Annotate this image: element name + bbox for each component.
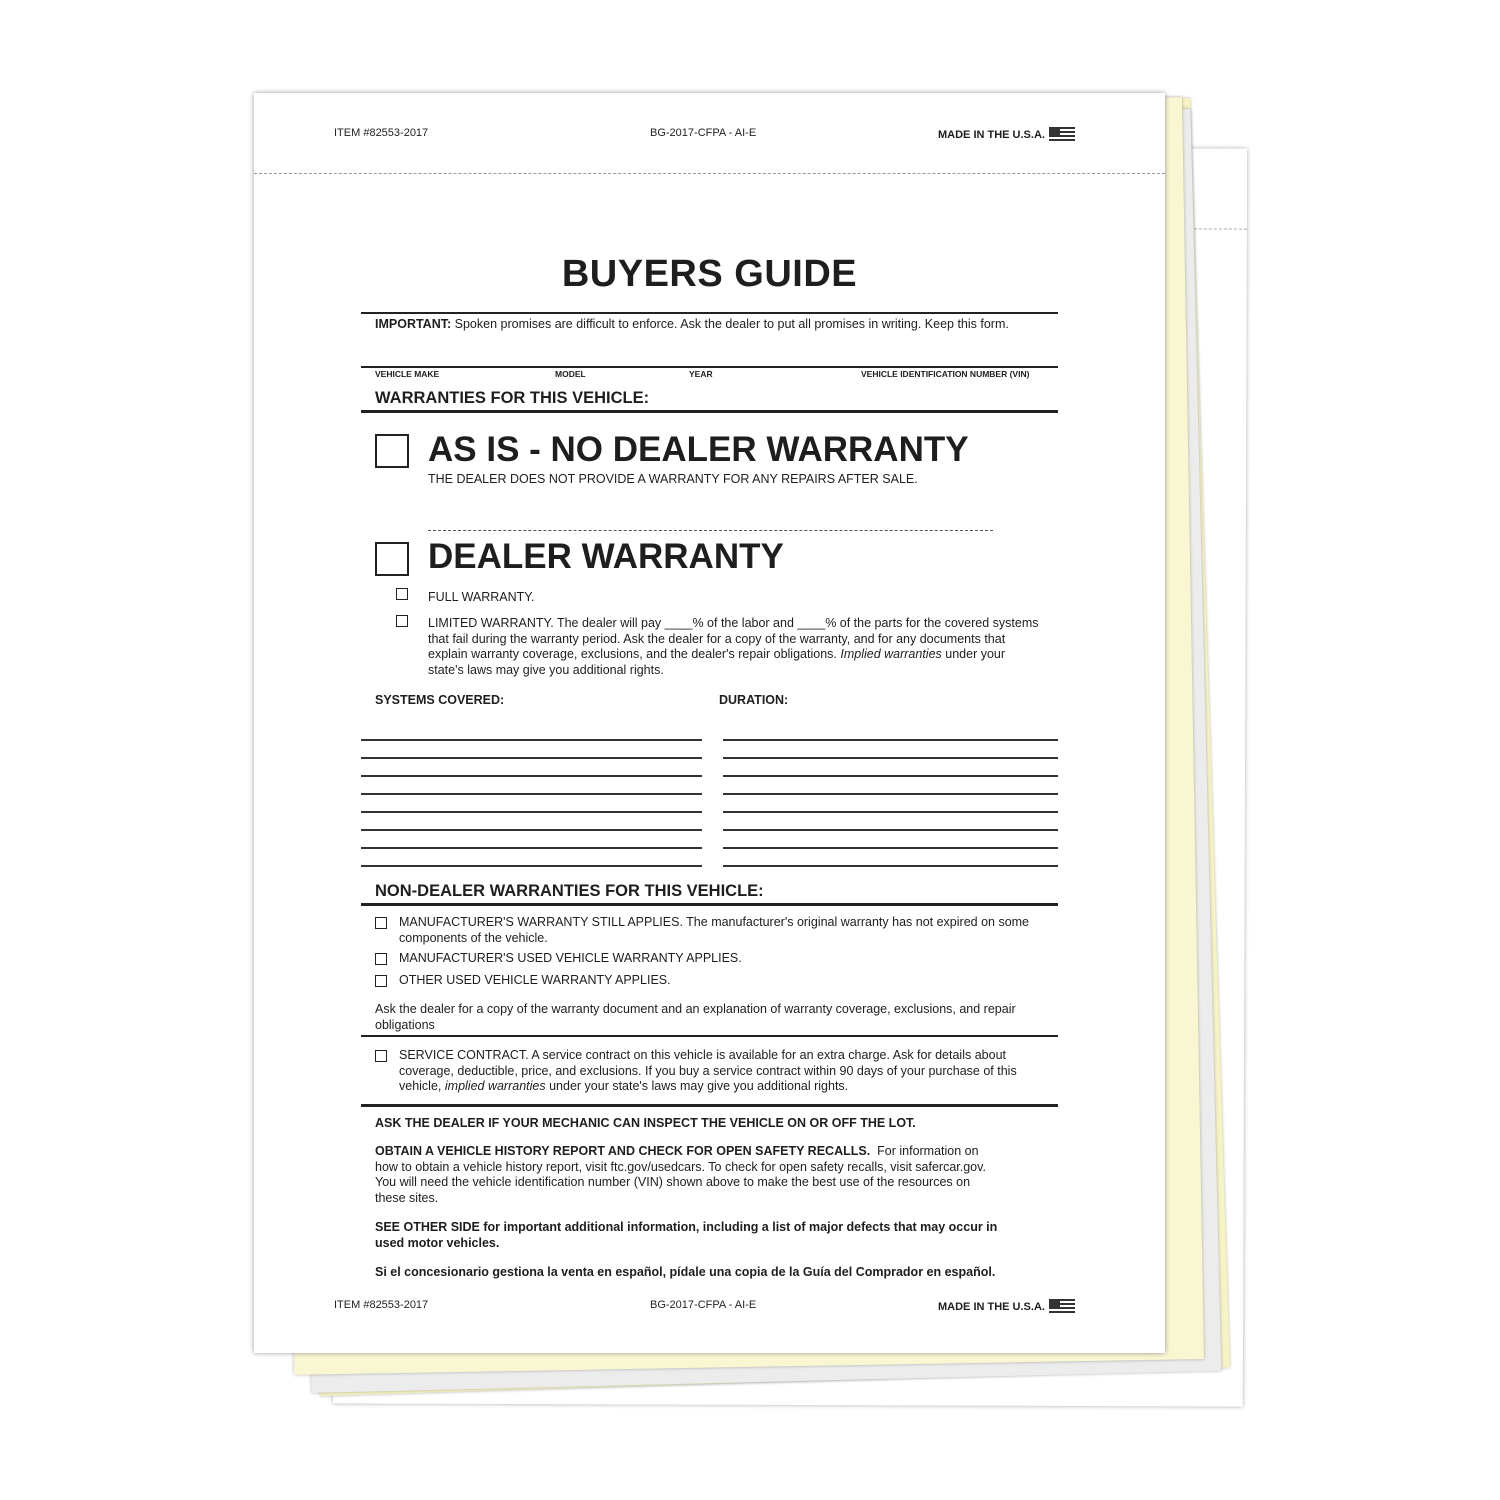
spanish-note: Si el concesionario gestiona la venta en español, pídale una copia de la Guía del Comprador en español.	[375, 1265, 996, 1279]
duration-line[interactable]	[723, 775, 1058, 777]
limited-line-3c: under your	[945, 647, 1006, 661]
history-line-2: how to obtain a vehicle history report, visit ftc.gov/usedcars. To check for open safety recalls, visit safercar.gov.	[375, 1159, 986, 1174]
non-dealer-heading: NON-DEALER WARRANTIES FOR THIS VEHICLE:	[375, 882, 764, 900]
duration-line[interactable]	[723, 865, 1058, 867]
important-note	[375, 317, 1009, 333]
as-is-subtitle: THE DEALER DOES NOT PROVIDE A WARRANTY FOR ANY REPAIRS AFTER SALE.	[428, 472, 918, 486]
important-label: IMPORTANT:	[375, 317, 452, 331]
implied-warranties-text: Implied warranties	[840, 647, 942, 661]
service-line-3	[399, 1079, 1059, 1095]
important-text: Spoken promises are difficult to enforce. Ask the dealer to put all promises in writing. Keep this form.	[454, 317, 1009, 331]
ask-dealer-text	[375, 1002, 1055, 1033]
footer-item-number: ITEM #82553-2017	[334, 1299, 429, 1311]
mfr-line-1: MANUFACTURER'S WARRANTY STILL APPLIES. The manufacturer's original warranty has not expired on some	[399, 915, 1030, 929]
limited-warranty-checkbox[interactable]	[396, 615, 408, 627]
divider	[361, 410, 1058, 413]
mfr-used-checkbox[interactable]	[375, 953, 387, 965]
made-in-usa-label: MADE IN THE U.S.A.	[938, 128, 1045, 141]
duration-line[interactable]	[723, 811, 1058, 813]
history-note	[375, 1144, 1055, 1206]
divider	[361, 1035, 1058, 1037]
service-line-1: SERVICE CONTRACT. A service contract on this vehicle is available for an extra charge. Ask for details about	[399, 1048, 1006, 1062]
dashed-divider	[428, 530, 993, 531]
mfr-used-text: MANUFACTURER'S USED VEHICLE WARRANTY APPLIES.	[399, 951, 742, 965]
service-line-3a: vehicle,	[399, 1079, 442, 1093]
see-other-line-1: SEE OTHER SIDE for important additional information, including a list of major defects that may occur in	[375, 1220, 998, 1234]
buyers-guide-form	[254, 93, 1165, 1353]
page-title: BUYERS GUIDE	[561, 253, 858, 295]
as-is-checkbox[interactable]	[375, 434, 409, 468]
full-warranty-label: FULL WARRANTY.	[428, 590, 535, 604]
limited-line-2: that fail during the warranty period. Ask the dealer for a copy of the warranty, and for any documents that	[428, 631, 1006, 646]
footer-made-label: MADE IN THE U.S.A.	[938, 1300, 1045, 1313]
footer-made-in-usa	[938, 1299, 1075, 1315]
limited-line-3a: explain warranty coverage, exclusions, and the dealer's repair obligations.	[428, 647, 837, 661]
as-is-title: AS IS - NO DEALER WARRANTY	[428, 430, 969, 469]
service-implied-text: implied warranties	[444, 1079, 546, 1093]
see-other-side	[375, 1220, 1055, 1251]
duration-line[interactable]	[723, 847, 1058, 849]
limited-line-4: state's laws may give you additional rights.	[428, 662, 664, 677]
service-contract-text	[399, 1048, 1059, 1095]
ask-line-1: Ask the dealer for a copy of the warranty document and an explanation of warranty coverage, exclusions, and repair	[375, 1002, 1016, 1016]
history-line-1	[375, 1144, 1055, 1160]
systems-line[interactable]	[361, 829, 702, 831]
made-in-usa	[938, 127, 1075, 143]
limited-warranty-text	[428, 616, 1068, 678]
duration-line[interactable]	[723, 757, 1058, 759]
service-line-2: coverage, deductible, price, and exclusions. If you buy a service contract within 90 days of your purchase of this	[399, 1063, 1017, 1078]
mfr-warranty-text	[399, 915, 1059, 946]
history-line-3: You will need the vehicle identification number (VIN) shown above to make the best use of the resources on	[375, 1175, 971, 1189]
limited-line-1: LIMITED WARRANTY. The dealer will pay ____% of the labor and ____% of the parts for the covered systems	[428, 616, 1039, 630]
history-l1: For information on	[877, 1144, 979, 1158]
see-other-line-2: used motor vehicles.	[375, 1235, 500, 1250]
systems-line[interactable]	[361, 847, 702, 849]
mfr-line-2: components of the vehicle.	[399, 930, 548, 945]
full-warranty-checkbox[interactable]	[396, 588, 408, 600]
systems-line[interactable]	[361, 775, 702, 777]
ask-line-2: obligations	[375, 1017, 435, 1032]
systems-line[interactable]	[361, 757, 702, 759]
limited-line-3	[428, 647, 1068, 663]
other-used-text: OTHER USED VEHICLE WARRANTY APPLIES.	[399, 973, 671, 987]
duration-line[interactable]	[723, 829, 1058, 831]
systems-line[interactable]	[361, 811, 702, 813]
duration-label: DURATION:	[719, 693, 789, 707]
systems-line[interactable]	[361, 793, 702, 795]
perforation-line	[254, 173, 1165, 174]
duration-line[interactable]	[723, 793, 1058, 795]
service-contract-checkbox[interactable]	[375, 1050, 387, 1062]
dealer-warranty-checkbox[interactable]	[375, 542, 409, 576]
warranties-heading: WARRANTIES FOR THIS VEHICLE:	[375, 389, 650, 407]
vin-label: VEHICLE IDENTIFICATION NUMBER (VIN)	[861, 369, 1030, 379]
systems-line[interactable]	[361, 865, 702, 867]
mfr-warranty-checkbox[interactable]	[375, 917, 387, 929]
footer-form-code: BG-2017-CFPA - AI-E	[650, 1299, 757, 1311]
systems-covered-label: SYSTEMS COVERED:	[375, 693, 505, 707]
mechanic-note: ASK THE DEALER IF YOUR MECHANIC CAN INSPECT THE VEHICLE ON OR OFF THE LOT.	[375, 1116, 916, 1130]
vehicle-make-label: VEHICLE MAKE	[375, 369, 440, 379]
year-label: YEAR	[689, 369, 713, 379]
vehicle-info-line[interactable]	[361, 366, 1058, 368]
dealer-warranty-title: DEALER WARRANTY	[428, 537, 784, 576]
other-used-checkbox[interactable]	[375, 975, 387, 987]
item-number: ITEM #82553-2017	[334, 127, 429, 139]
us-flag-icon	[1049, 127, 1075, 143]
model-label: MODEL	[555, 369, 586, 379]
divider	[361, 1104, 1058, 1107]
form-code: BG-2017-CFPA - AI-E	[650, 127, 757, 139]
history-bold: OBTAIN A VEHICLE HISTORY REPORT AND CHECK FOR OPEN SAFETY RECALLS.	[375, 1144, 871, 1158]
history-line-4: these sites.	[375, 1190, 439, 1205]
us-flag-icon	[1049, 1299, 1075, 1315]
systems-line[interactable]	[361, 739, 702, 741]
divider	[361, 903, 1058, 906]
service-line-3c: under your state's laws may give you additional rights.	[549, 1079, 849, 1093]
divider	[361, 312, 1058, 314]
duration-line[interactable]	[723, 739, 1058, 741]
